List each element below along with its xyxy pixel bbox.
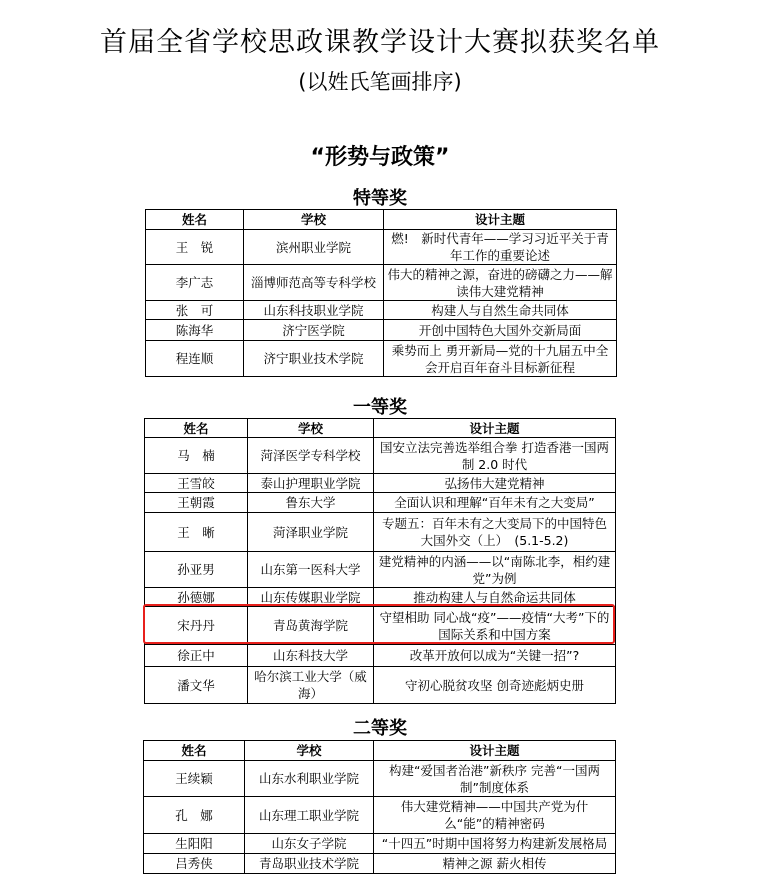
winner-name: 马 楠 bbox=[145, 438, 248, 474]
winner-school: 泰山护理职业学院 bbox=[248, 474, 374, 493]
winner-school: 山东科技职业学院 bbox=[244, 301, 384, 320]
table-row bbox=[144, 834, 616, 854]
award-heading-special: 特等奖 bbox=[353, 188, 407, 209]
winner-school: 山东第一医科大学 bbox=[248, 552, 374, 588]
design-theme: 专题五：百年未有之大变局下的中国特色大国外交（上） (5.1-5.2) bbox=[374, 513, 616, 552]
header-name: 姓名 bbox=[144, 741, 245, 761]
winner-name: 吕秀侠 bbox=[144, 854, 245, 874]
design-theme: 伟大的精神之源，奋进的磅礴之力——解读伟大建党精神 bbox=[384, 265, 617, 301]
design-theme: “十四五”时期中国将努力构建新发展格局 bbox=[374, 834, 616, 854]
header-school: 学校 bbox=[248, 419, 374, 438]
design-theme: 构建人与自然生命共同体 bbox=[384, 301, 617, 320]
winner-name: 李广志 bbox=[146, 265, 244, 301]
design-theme: 守初心脱贫攻坚 创奇迹彪炳史册 bbox=[374, 667, 616, 704]
winner-school: 菏泽职业学院 bbox=[248, 513, 374, 552]
table-row bbox=[146, 301, 617, 320]
winner-name: 王朝霞 bbox=[145, 493, 248, 513]
design-theme: 乘势而上 勇开新局—党的十九届五中全会开启百年奋斗目标新征程 bbox=[384, 341, 617, 377]
winner-school: 山东理工职业学院 bbox=[245, 797, 374, 834]
header-name: 姓名 bbox=[146, 210, 244, 230]
page-title: 首届全省学校思政课教学设计大赛拟获奖名单 bbox=[100, 27, 660, 58]
winner-school: 淄博师范高等专科学校 bbox=[244, 265, 384, 301]
winner-school: 山东传媒职业学院 bbox=[248, 588, 374, 607]
design-theme: 推动构建人与自然命运共同体 bbox=[374, 588, 616, 607]
winner-school: 青岛职业技术学院 bbox=[245, 854, 374, 874]
winner-school: 菏泽医学专科学校 bbox=[248, 438, 374, 474]
header-school: 学校 bbox=[245, 741, 374, 761]
winner-name: 孙亚男 bbox=[145, 552, 248, 588]
winner-school: 青岛黄海学院 bbox=[248, 607, 374, 645]
winner-name: 孙德娜 bbox=[145, 588, 248, 607]
winner-name: 陈海华 bbox=[146, 320, 244, 341]
table-row bbox=[146, 320, 617, 341]
winner-school: 滨州职业学院 bbox=[244, 230, 384, 265]
design-theme: 构建“爱国者治港”新秩序 完善“一国两制”制度体系 bbox=[374, 761, 616, 797]
winner-name: 徐正中 bbox=[145, 645, 248, 667]
design-theme: 燃! 新时代青年——学习习近平关于青年工作的重要论述 bbox=[384, 230, 617, 265]
table-row bbox=[144, 797, 616, 834]
header-theme: 设计主题 bbox=[374, 741, 616, 761]
winner-school: 山东科技大学 bbox=[248, 645, 374, 667]
table-row bbox=[145, 552, 616, 588]
table-row bbox=[144, 854, 616, 874]
table-row bbox=[146, 230, 617, 265]
table-row bbox=[145, 513, 616, 552]
award-heading-first: 一等奖 bbox=[353, 397, 407, 418]
page-subtitle: (以姓氏笔画排序) bbox=[298, 70, 462, 94]
winner-name: 潘文华 bbox=[145, 667, 248, 704]
award-heading-second: 二等奖 bbox=[353, 718, 407, 739]
winner-school: 哈尔滨工业大学（威海） bbox=[248, 667, 374, 704]
design-theme: 弘扬伟大建党精神 bbox=[374, 474, 616, 493]
winner-school: 山东水利职业学院 bbox=[245, 761, 374, 797]
header-theme: 设计主题 bbox=[384, 210, 617, 230]
winner-name: 程连顺 bbox=[146, 341, 244, 377]
category-heading: “形势与政策” bbox=[310, 145, 450, 170]
winner-name: 王 晰 bbox=[145, 513, 248, 552]
table-row bbox=[145, 438, 616, 474]
design-theme: 国安立法完善选举组合拳 打造香港一国两制 2.0 时代 bbox=[374, 438, 616, 474]
table-row bbox=[145, 493, 616, 513]
table-row bbox=[146, 341, 617, 377]
header-name: 姓名 bbox=[145, 419, 248, 438]
winner-school: 济宁职业技术学院 bbox=[244, 341, 384, 377]
table-row bbox=[145, 474, 616, 493]
design-theme: 建党精神的内涵——以“南陈北李，相约建党”为例 bbox=[374, 552, 616, 588]
winner-name: 张 可 bbox=[146, 301, 244, 320]
table-row-highlighted bbox=[145, 607, 616, 645]
design-theme: 守望相助 同心战“疫”——疫情“大考”下的国际关系和中国方案 bbox=[374, 607, 616, 645]
winner-name: 宋丹丹 bbox=[145, 607, 248, 645]
award-table-second bbox=[143, 740, 616, 874]
winner-name: 生阳阳 bbox=[144, 834, 245, 854]
design-theme: 精神之源 薪火相传 bbox=[374, 854, 616, 874]
table-row bbox=[145, 667, 616, 704]
winner-name: 孔 娜 bbox=[144, 797, 245, 834]
award-table-special bbox=[145, 209, 617, 377]
winner-name: 王雪皎 bbox=[145, 474, 248, 493]
winner-name: 王续颖 bbox=[144, 761, 245, 797]
design-theme: 开创中国特色大国外交新局面 bbox=[384, 320, 617, 341]
winner-school: 济宁医学院 bbox=[244, 320, 384, 341]
table-row bbox=[144, 761, 616, 797]
table-row bbox=[145, 588, 616, 607]
award-table-first bbox=[144, 418, 616, 704]
header-theme: 设计主题 bbox=[374, 419, 616, 438]
design-theme: 改革开放何以成为“关键一招”? bbox=[374, 645, 616, 667]
header-school: 学校 bbox=[244, 210, 384, 230]
design-theme: 全面认识和理解“百年未有之大变局” bbox=[374, 493, 616, 513]
winner-school: 山东女子学院 bbox=[245, 834, 374, 854]
table-row bbox=[146, 265, 617, 301]
winner-school: 鲁东大学 bbox=[248, 493, 374, 513]
design-theme: 伟大建党精神——中国共产党为什么“能”的精神密码 bbox=[374, 797, 616, 834]
table-row bbox=[145, 645, 616, 667]
winner-name: 王 锐 bbox=[146, 230, 244, 265]
